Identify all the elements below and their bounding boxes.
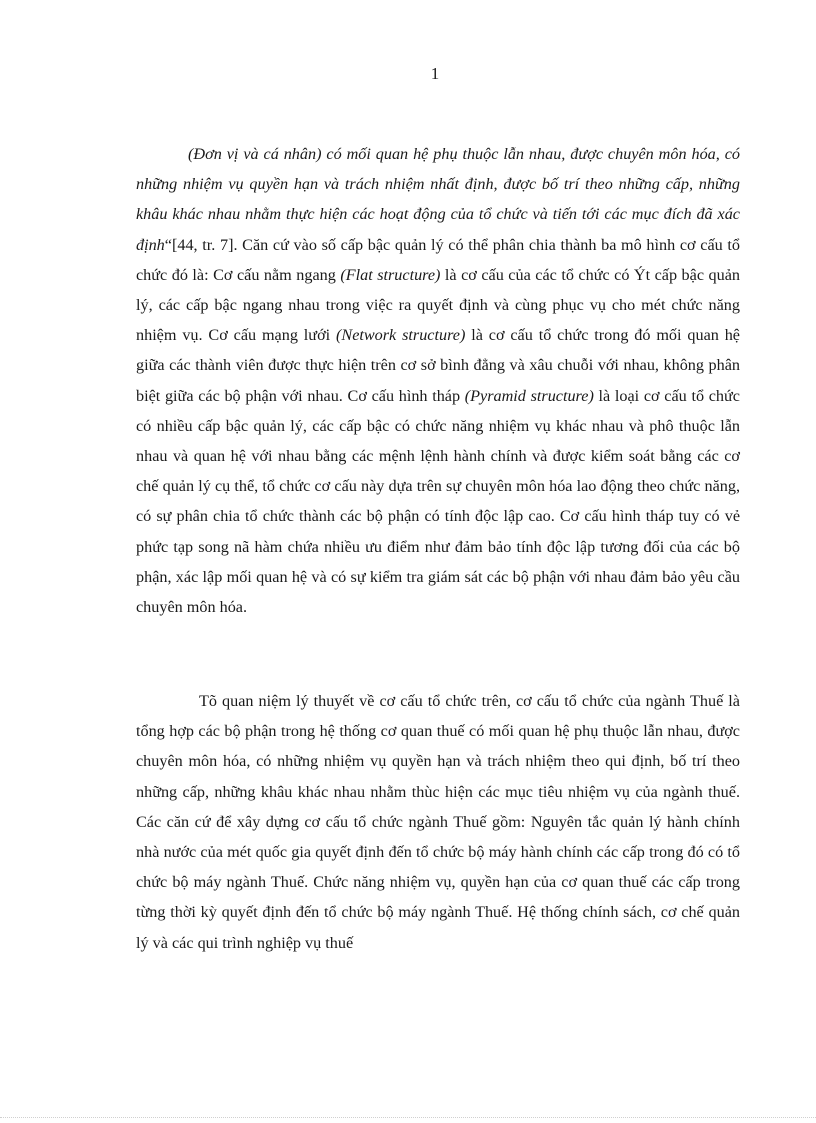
citation-text: “[44, tr. 7]. Căn cứ vào số cấp bậc quản lý có thể phân chia thành ba mô hình cơ cấu tổ chức đó là: Cơ cấu nằm ngang <box>136 235 740 284</box>
page-bottom-divider <box>0 1117 816 1118</box>
term-pyramid-structure: (Pyramid structure) <box>464 386 594 405</box>
quote-text: (Đơn vị và cá nhân) có mối quan hệ phụ thuộc lẫn nhau, được chuyên môn hóa, có những nhiệm vụ quyền hạn và trách nhiệm nhất định, được bố trí theo những cấp, những khâu khác nhau nhằm thực hiện các hoạt động của tổ chức và tiến tới các mục đích đã xác định <box>136 145 740 254</box>
flat-structure-text: là cơ cấu của các tổ chức có Ýt cấp bậc quản lý, các cấp bậc ngang nhau trong việc ra quyết định và cùng phục vụ cho mét chức năng nhiệm vụ. Cơ cấu mạng lưới <box>136 265 740 345</box>
paragraph-2-text: Tõ quan niệm lý thuyết về cơ cấu tổ chức trên, cơ cấu tổ chức của ngành Thuế là tổng hợp các bộ phận trong hệ thống cơ quan thuế có mối quan hệ phụ thuộc lẫn nhau, được chuyên môn hóa, có những nhiệm vụ quyền hạn và trách nhiệm theo qui định, bố trí theo những cấp, những khâu khác nhau nhằm thùc hiện các mục tiêu nhiệm vụ của ngành thuế. Các căn cứ để xây dựng cơ cấu tổ chức ngành Thuế gồm: Nguyên tắc quản lý hành chính nhà nước của mét quốc gia quyết định đến tổ chức bộ máy hành chính các cấp trong đó có tổ chức bộ máy ngành Thuế. Chức năng nhiệm vụ, quyền hạn của cơ quan thuế các cấp trong từng thời kỳ quyết định đến tổ chức bộ máy ngành Thuế. Hệ thống chính sách, cơ chế quản lý và các qui trình nghiệp vụ thuế <box>136 692 740 952</box>
term-network-structure: (Network structure) <box>336 326 466 345</box>
network-structure-text: là cơ cấu tổ chức trong đó mối quan hệ giữa các thành viên được thực hiện trên cơ sở bình đẳng và xâu chuỗi với nhau, không phân biệt giữa các bộ phận với nhau. Cơ cấu hình tháp <box>136 326 740 405</box>
paragraph-2 <box>136 686 740 958</box>
paragraph-1 <box>136 139 740 622</box>
pyramid-structure-text: là loại cơ cấu tổ chức có nhiều cấp bậc quản lý, các cấp bậc có chức năng nhiệm vụ khác nhau và phô thuộc lẫn nhau và quan hệ với nhau bằng các mệnh lệnh hành chính và được kiểm soát bằng các cơ chế quản lý cụ thể, tổ chức cơ cấu này dựa trên sự chuyên môn hóa lao động theo chức năng, có sự phân chia tổ chức thành các bộ phận có tính độc lập cao. Cơ cấu hình tháp tuy có vẻ phức tạp song nã hàm chứa nhiều ưu điểm như đảm bảo tính độc lập tương đối của các bộ phận, xác lập mối quan hệ và có sự kiểm tra giám sát các bộ phận với nhau đảm bảo yêu cầu chuyên môn hóa. <box>136 386 740 617</box>
term-flat-structure: (Flat structure) <box>340 265 441 284</box>
page-number: 1 <box>430 64 440 83</box>
